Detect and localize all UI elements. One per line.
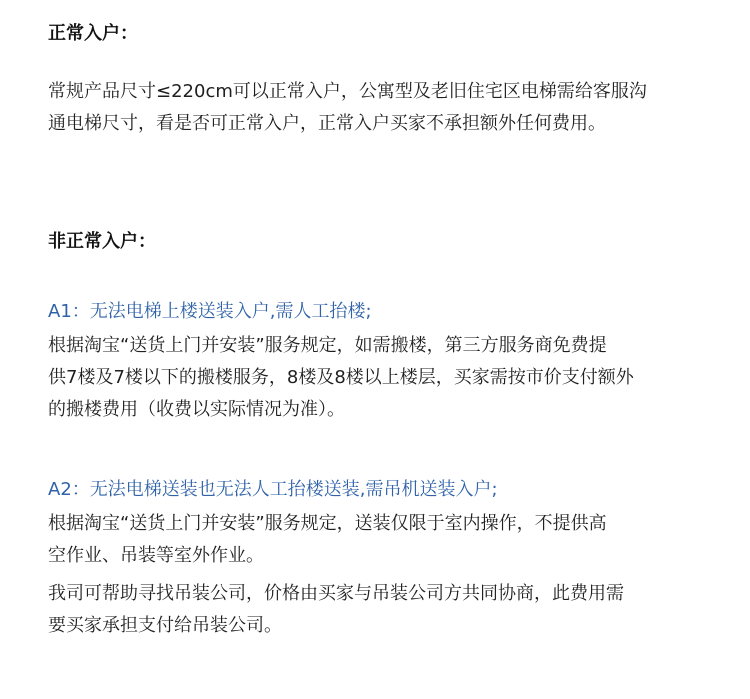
a1-paragraph [48, 330, 712, 426]
a2-title: A2：无法电梯送装也无法人工抬楼送装,需吊机送装入户; [48, 479, 498, 500]
a2-note-line-1: 我司可帮助寻找吊装公司，价格由买家与吊装公司方共同协商，此费用需 [48, 583, 624, 604]
a2-note-paragraph [48, 578, 712, 642]
normal-entry-line-1: 常规产品尺寸≤220cm可以正常入户，公寓型及老旧住宅区电梯需给客服沟 [48, 81, 647, 102]
a2-line-1: 根据淘宝“送货上门并安装”服务规定，送装仅限于室内操作，不提供高 [48, 513, 607, 534]
normal-entry-heading: 正常入户： [48, 23, 138, 44]
normal-entry-line-2: 通电梯尺寸，看是否可正常入户，正常入户买家不承担额外任何费用。 [48, 113, 606, 134]
a2-line-2: 空作业、吊装等室外作业。 [48, 545, 264, 566]
a2-note-line-2: 要买家承担支付给吊装公司。 [48, 615, 282, 636]
a1-line-1: 根据淘宝“送货上门并安装”服务规定，如需搬楼，第三方服务商免费提 [48, 335, 607, 356]
a1-line-3: 的搬楼费用（收费以实际情况为准）。 [48, 399, 345, 420]
a2-paragraph [48, 508, 712, 572]
a1-line-2: 供7楼及7楼以下的搬楼服务，8楼及8楼以上楼层，买家需按市价支付额外 [48, 367, 634, 388]
normal-entry-paragraph [48, 76, 712, 140]
a1-title: A1：无法电梯上楼送装入户,需人工抬楼; [48, 301, 372, 322]
abnormal-entry-heading: 非正常入户： [48, 231, 156, 252]
